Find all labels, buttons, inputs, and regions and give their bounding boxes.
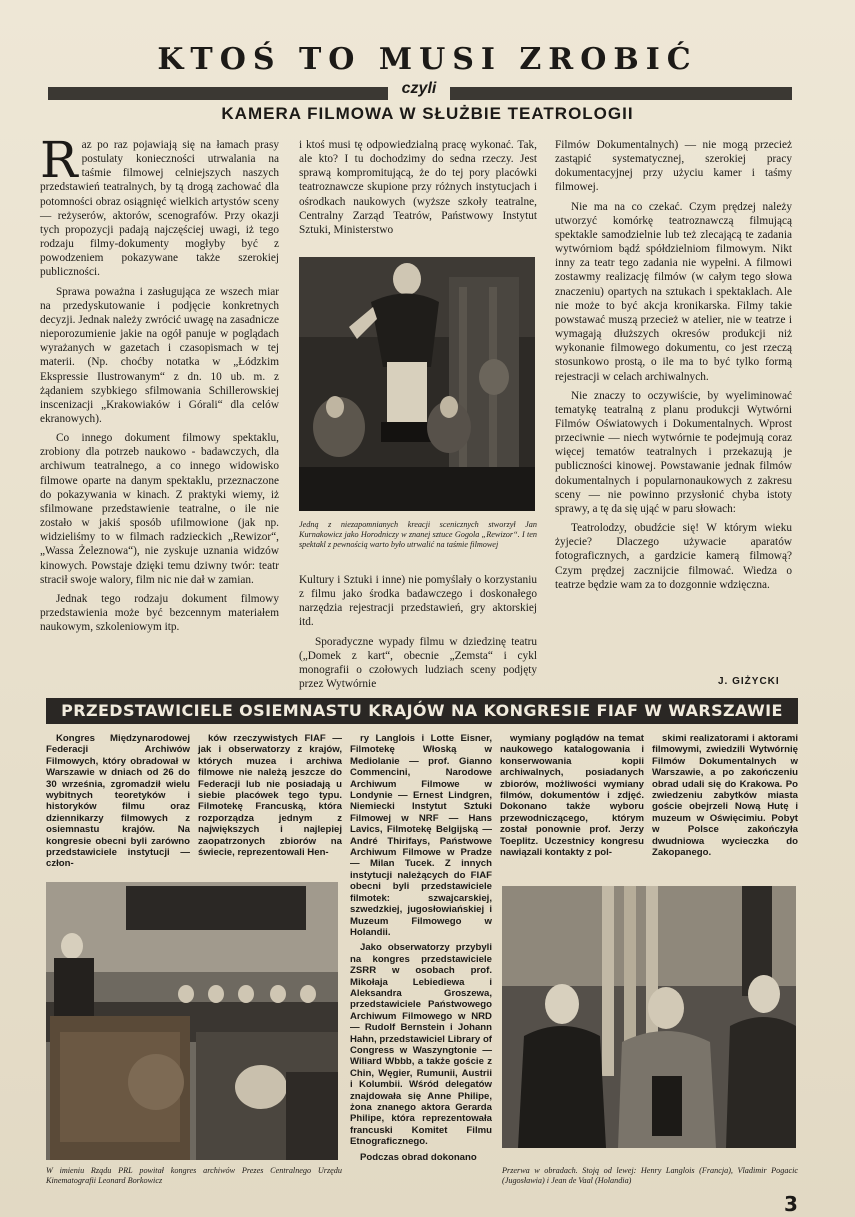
article-paragraph: Jednak tego rodzaju dokument filmowy przedstawienia może być bezcennym materiałem naukowym, szkoleniowym itp. [40,592,279,634]
photo-caption-revizor: Jedną z niezapomnianych kreacji scenicznych stworzył Jan Kurnakowicz jako Horodniczy w znanej sztuce Gogola „Rewizor“. I ten spektakl z pewnością warto było utrwalić na taśmie filmowej [299,520,537,549]
article-column-2-bottom [299,573,537,696]
congress-headline-banner: PRZEDSTAWICIELE OSIEMNASTU KRAJÓW NA KONGRESIE FIAF W WARSZAWIE [46,698,798,724]
article-column-3 [555,138,792,597]
congress-paragraph: wymiany poglądów na temat naukowego katalogowania i konserwowania kopii archiwalnych, posiadanych zbiorów, możliwości wymiany filmów, dokumentów i zdjęć. Dokonano także wyboru przewodniczącego, którym został ponownie prof. Jerzy Toeplitz. Uczestnicy kongresu nawiązali kontakty z pol- [500,733,644,859]
congress-paragraph: skimi realizatorami i aktorami filmowymi, zwiedzili Wytwórnię Filmów Dokumentalnych w Warszawie, a po zakończeniu obrad udali się do Krakowa. Po zwiedzeniu zabytków miasta goście obejrzeli Nową Hutę i muzeum w Oświęcimiu. Pobyt w Polsce zakończyła dwudniowa wycieczka do Zakopanego. [652,733,798,859]
article-paragraph: Kultury i Sztuki i inne) nie pomyślały o korzystaniu z filmu jako środka badawczego i doskonałego narzędzia rejestracji przedstawień, gry aktorskiej itd. [299,574,537,629]
break-photo-illustration [502,886,796,1148]
congress-paragraph: ry Langlois i Lotte Eisner, Filmotekę Włoską w Mediolanie — prof. Gianno Commencini, Narodowe Archiwum Filmowe w Londynie — Ernest Lindgren, Niemiecki Instytut Sztuki Filmowej w NRF — Hans Lavics, Filmotekę Belgijską — André Thirifays, Państwowe Archiwum Filmowe w Pradze — Milan Tucek. Z innych instytucji należących do FIAF obecni byli przedstawiciele filmotek: szwajcarskiej, szwedzkiej, jugosłowiańskiej i Muzeum Filmowego w Holandii. [350,733,492,938]
article-paragraph: Nie ma na co czekać. Czym prędzej należy utworzyć komórkę teatroznawczą filmującą spektakle samodzielnie lub też zlecającą te zadania wytwórniom bądź spółdzielniom filmowym. Nikt inny za teatr tego zadania nie wypełni. A filmowi zostawmy realizację filmów (w całym tego słowa znaczeniu) opartych na sztukach i spektaklach. Ale nie może to być akcja kronikarska. Filmy takie powstawać muszą przecież w atelier, nie w teatrze i wymagają dłuższych okresów produkcji niż wykonanie filmowego dokumentu, co jest rzeczą stosunkowo prostą, o ile ma to być tylko formą rejestracji w celach archiwalnych. [555,200,792,383]
author-signature: J. GIŻYCKI [718,676,780,687]
stage-photo-illustration [299,257,535,511]
congress-opening-photo [46,882,338,1160]
title-rule-left [48,87,388,100]
congress-paragraph: ków rzeczywistych FIAF — jak i obserwatorzy z krajów, których muzea i archiwa filmowe nie należą jeszcze do Federacji lub nie posiadają u siebie placówek tego typu. Filmotekę Francuską, która rozporządza jednym z największych i najlepiej zaopatrzonych zbiorów na świecie, reprezentowali Hen- [198,733,342,859]
congress-photo-illustration [46,882,338,1160]
congress-column-3 [350,733,492,1193]
photo-caption-congress-opening: W imieniu Rządu PRL powitał kongres archiwów Prezes Centralnego Urzędu Kinematografii Leonard Borkowicz [46,1166,342,1185]
photo-caption-congress-break: Przerwa w obradach. Stoją od lewej: Henry Langlois (Francja), Vladimir Pogacic (Jugosławia) i Jean de Vaal (Holandia) [502,1166,798,1185]
article-paragraph: Co innego dokument filmowy spektaklu, zrobiony dla potrzeb naukowo - badawczych, dla archiwum teatralnego, a co innego widowisko filmowe oparte na danym spektaklu, przeznaczone do pokazywania w kinach. Z praktyki wiemy, iż sfilmowane przedstawienie teatralne, o ile nie zostało w jakiś sposób ufilmowione (jak np. widzieliśmy to w filmach radzieckich „Rewizor“, „Wassa Żeleznowa“), nie zyskuje uznania widzów kinowych. Powstaje dzięki temu dziwny twór: teatr stracił swoje walory, film nic nie dał w zamian. [40,432,279,586]
article-paragraph: Filmów Dokumentalnych) — nie mogą przecież zastąpić systematycznej, szerokiej pracy dokumentacyjnej przy użyciu kamer i taśmy filmowej. [555,139,792,194]
revizor-stage-photo [299,257,535,511]
article-paragraph: Nie znaczy to oczywiście, by wyeliminować tematykę teatralną z planu produkcji Wytwórni Filmów Oświatowych i Dokumentalnych. Wprost przeciwnie — niech wytwórnie te podejmują coraz więcej tematów teatralnych i przekazują je publiczności kinowej. Powstawanie jednak filmów dokumentalnych i popularnonaukowych z zakresu sceny — nie powinno przysłonić chyba istoty sprawy, a tę da się ująć w paru słowach: [555,389,792,515]
article-subtitle: KAMERA FILMOWA W SŁUŻBIE TEATROLOGII [221,104,634,123]
article-paragraph: Raz po raz pojawiają się na łamach prasy postulaty konieczności utrwalania na taśmie filmowej celniejszych naszych przedstawień teatralnych, by tą drogą zachować dla potomności obraz osiągnięć wielkich artystów sceny — reżyserów, aktorów, scenografów. Przy okazji tych propozycji padają najczęściej uwagi, iż tego rodzaju filmy-dokumenty mogłyby być z powodzeniem pokazywane także szerokiej publiczności. [40,131,279,279]
congress-break-photo [502,886,796,1148]
article-title: KTOŚ TO MUSI ZROBIĆ [157,42,698,77]
congress-column-2 [198,733,342,862]
title-rule-right [450,87,792,100]
page-number: 3 [784,1192,798,1216]
congress-column-1 [46,733,190,874]
title-connector: czyli [401,80,437,97]
article-paragraph: Teatrolodzy, obudźcie się! W którym wieku żyjecie? Dlaczego używacie aparatów fotograficznych, a gardzicie kamerą filmową? Czym prędzej zacznijcie filmować. Wiedza o teatrze będzie wam za to dozgonnie wdzięczna. [555,522,792,591]
congress-paragraph: Jako obserwatorzy przybyli na kongres przedstawiciele ZSRR w osobach prof. Mikołaja Lebiediewa i Aleksandra Groszewa, przedstawiciele Państwowego Archiwum Filmowego w NRD — Rudolf Bernstein i Johann Hahn, przedstawiciel Library of Congress w Waszyngtonie — Wiliard Wbbb, a także goście z Chin, Węgier, Rumunii, Austrii i Kolumbii. Wśród delegatów znajdowała się Anne Philipe, żona znanego aktora Gerarda Philipe, która reprezentowała francuski Komitet Filmu Etnograficznego. [350,942,492,1148]
article-column-1 [40,131,279,639]
drop-cap: R [40,131,78,189]
article-paragraph: i ktoś musi tę odpowiedzialną pracę wykonać. Tak, ale kto? I tu dochodzimy do sedna rzeczy. Jest sprawą kompromitującą, że do tej pory placówki teatroznawcze skupione przy różnych instytucjach i ośrodkach naukowych (wyższe szkoły teatralne, Centralny Zarząd Teatrów, Państwowy Instytut Sztuki, Ministerstwo [299,139,537,236]
article-paragraph: Sprawa poważna i zasługująca ze wszech miar na przedyskutowanie i podjęcie konkretnych decyzji. Jednak należy zwrócić uwagę na zasadnicze nieporozumienie jakie na ogół panuje w poglądach wyrażanych w gazetach i czasopismach w tej materii. (Np. choćby notatka w „Łódzkim Ekspressie Ilustrowanym“ z dn. 10 ub. m. z żądaniem szybkiego sfilmowania Schillerowskiej inscenizacji „Krakowiaków i Górali“ dla celów ekranowych). [40,285,279,425]
congress-paragraph: Podczas obrad dokonano [360,1151,477,1163]
congress-paragraph: Kongres Międzynarodowej Federacji Archiwów Filmowych, który obradował w Warszawie w dniach od 26 do 30 września, zgromadził wielu wybitnych teoretyków i historyków filmu oraz dziennikarzy filmowych z osiemnastu krajów. Na kongresie obecni byli zarówno przedstawiciele instytucji — człon- [46,733,190,870]
congress-column-4 [500,733,644,862]
congress-column-5 [652,733,798,862]
article-column-2-top [299,138,537,242]
article-paragraph: Sporadyczne wypady filmu w dziedzinę teatru („Domek z kart“, obecnie „Zemsta“ i cykl monografii o czołowych ludziach sceny podjęty przez Wytwórnie [299,635,537,691]
